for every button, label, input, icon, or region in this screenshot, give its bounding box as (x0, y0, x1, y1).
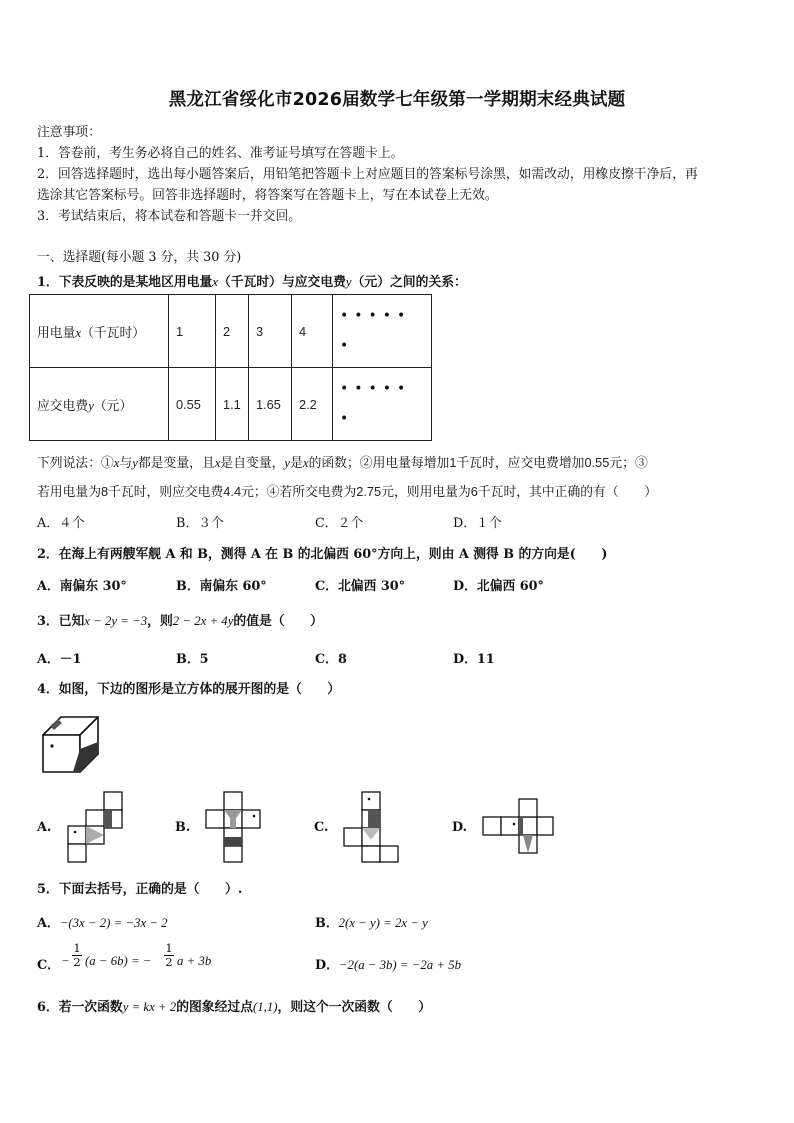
section-heading: 一、选择题(每小题 3 分，共 30 分) (37, 250, 242, 265)
q3-option-d: D．11 (453, 652, 495, 667)
notice-heading: 注意事项： (37, 125, 101, 140)
q4-net-a (66, 790, 124, 864)
cube-figure (40, 714, 102, 776)
table-cell: 2 (216, 295, 249, 368)
notice-item-1: 1．答卷前，考生务必将自己的姓名、准考证号填写在答题卡上。 (37, 146, 404, 161)
row-header-fee: 应交电费y（元） (30, 368, 169, 441)
q3-option-a: A．－1 (37, 652, 82, 667)
q2-option-c: C．北偏西 30° (315, 579, 406, 594)
q1-option-b: B．３个 (176, 516, 224, 531)
q1-stem: 1．下表反映的是某地区用电量x（千瓦时）与应交电费y（元）之间的关系： (37, 275, 467, 290)
table-row (30, 368, 432, 441)
fraction-denominator: 2 (73, 955, 81, 969)
fraction (72, 942, 82, 969)
table-cell: 3 (249, 295, 292, 368)
q1-option-a: A．４个 (37, 516, 85, 531)
q1-option-d: D．１个 (453, 516, 502, 531)
notice-item-2-cont: 选涂其它答案标号。回答非选择题时，将答案写在答题卡上，写在本试卷上无效。 (37, 188, 498, 203)
q3-option-b: B．5 (176, 652, 209, 667)
q1-statements-line2: 若用电量为8千瓦时，则应交电费4.4元；④若所交电费为2.75元，则用电量为6千瓦时，其中正确的有（ ） (37, 484, 658, 500)
q4-stem: 4．如图，下边的图形是立方体的展开图的是（ ） (37, 682, 341, 697)
q3-option-c: C．8 (315, 652, 347, 667)
fraction-denominator: 2 (165, 955, 173, 969)
table-cell: 1.65 (249, 368, 292, 441)
table-cell: 1.1 (216, 368, 249, 441)
table-row (30, 295, 432, 368)
q3-stem: 3．已知x − 2y = −3，则2 − 2x + 4y的值是（ ） (37, 614, 323, 629)
notice-item-2: 2．回答选择题时，选出每小题答案后，用铅笔把答题卡上对应题目的答案标号涂黑，如需改动，用橡皮擦干净后，再 (37, 167, 698, 182)
fraction (164, 942, 174, 969)
page-title: 黑龙江省绥化市2026届数学七年级第一学期期末经典试题 (168, 90, 626, 110)
table-cell: 2.2 (292, 368, 333, 441)
table-cell: 0.55 (169, 368, 216, 441)
q5-option-d: D．−2(a − 3b) = −2a + 5b (315, 958, 461, 973)
q1-statements-line1: 下列说法：①x与y都是变量，且x是自变量，y是x的函数；②用电量每增加1千瓦时，应交电费增加0.55元；③ (37, 455, 648, 471)
q1-table (29, 294, 432, 441)
q5-option-c-label: C． (37, 958, 60, 973)
table-cell: 4 (292, 295, 333, 368)
q5-option-c-body: (a − 6b) = − (85, 954, 152, 968)
q2-stem: 2．在海上有两艘军舰 A 和 B，测得 A 在 B 的北偏西 60°方向上，则由 A 测得 B 的方向是( ) (37, 547, 608, 562)
q5-option-b: B．2(x − y) = 2x − y (315, 916, 428, 931)
notice-item-3: 3．考试结束后，将本试卷和答题卡一并交回。 (37, 209, 302, 224)
q2-option-d: D．北偏西 60° (453, 579, 544, 594)
q5-option-a: A．−(3x − 2) = −3x − 2 (37, 916, 168, 931)
q4-net-c (342, 790, 398, 864)
row-header-usage: 用电量x（千瓦时） (30, 295, 169, 368)
ellipsis-cell: ••••• • (333, 368, 432, 441)
q4-net-b (204, 790, 262, 864)
q4-option-a-label: A. (37, 820, 52, 835)
q1-option-c: C．２个 (315, 516, 364, 531)
q2-option-b: B．南偏东 60° (176, 579, 267, 594)
ellipsis-cell: ••••• • (333, 295, 432, 368)
q4-option-b-label: B. (175, 820, 191, 835)
q5-option-c-minus: − (61, 954, 70, 968)
q4-option-d-label: D. (452, 820, 468, 835)
table-cell: 1 (169, 295, 216, 368)
q6-stem: 6．若一次函数y = kx + 2的图象经过点(1,1)，则这个一次函数（ ） (37, 1000, 432, 1015)
q2-option-a: A．南偏东 30° (37, 579, 127, 594)
fraction-numerator: 1 (73, 941, 81, 955)
q4-option-c-label: C. (314, 820, 329, 835)
fraction-numerator: 1 (165, 941, 173, 955)
q4-net-d (481, 798, 555, 856)
q5-stem: 5．下面去括号，正确的是（ ）. (37, 882, 243, 897)
q5-option-c-tail: a + 3b (177, 954, 212, 968)
